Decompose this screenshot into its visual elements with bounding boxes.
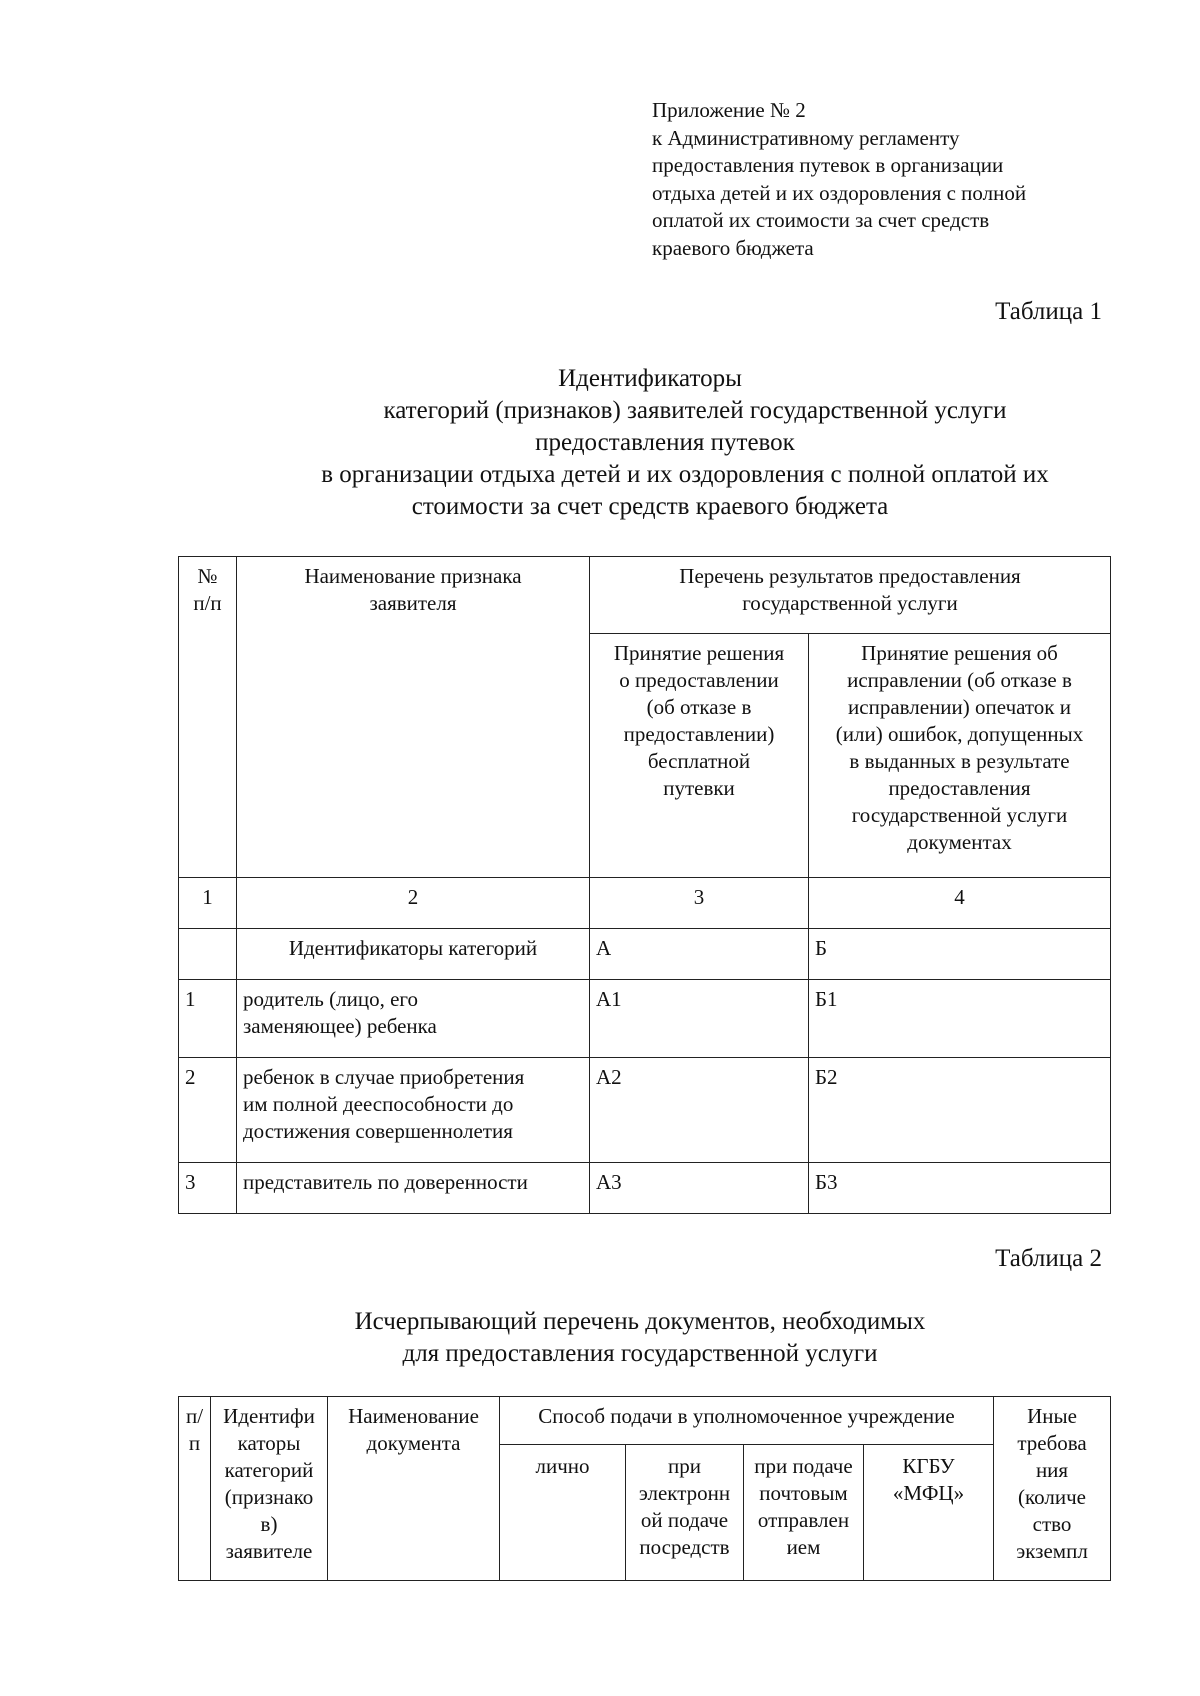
table1-column-number: 3 bbox=[590, 878, 809, 929]
table1-row-b: Б1 bbox=[809, 980, 1111, 1058]
table1-row-name: ребенок в случае приобретения им полной дееспособности до достижения совершеннолетия bbox=[237, 1058, 590, 1163]
appendix-line: к Административному регламенту bbox=[652, 125, 960, 150]
table1-cell-empty bbox=[179, 929, 237, 980]
table1-category-a: А bbox=[590, 929, 809, 980]
table2-title-line: Исчерпывающий перечень документов, необходимых bbox=[354, 1308, 926, 1335]
table1-label: Таблица 1 bbox=[995, 298, 1102, 325]
table1-row-a: А3 bbox=[590, 1163, 809, 1214]
table2-header-doc-name: Наименование документа bbox=[328, 1397, 500, 1581]
table1-category-b: Б bbox=[809, 929, 1111, 980]
table2-title bbox=[180, 1306, 1100, 1370]
table2-label: Таблица 2 bbox=[995, 1245, 1102, 1272]
table1-header-num: № п/п bbox=[179, 557, 237, 878]
table1 bbox=[178, 556, 1111, 1214]
table1-header-result-a: Принятие решения о предоставлении (об отказе в предоставлении) бесплатной путевки bbox=[590, 634, 809, 878]
appendix-header bbox=[652, 97, 1122, 262]
table1-row-b: Б3 bbox=[809, 1163, 1111, 1214]
table2 bbox=[178, 1396, 1111, 1581]
table1-header-result-b: Принятие решения об исправлении (об отказе в исправлении) опечаток и (или) ошибок, допущенных в выданных в результате предоставления государственной услуги документах bbox=[809, 634, 1111, 878]
table1-title-line: категорий (признаков) заявителей государственной услуги bbox=[383, 397, 1007, 424]
table1-row-b: Б2 bbox=[809, 1058, 1111, 1163]
table1-category-label: Идентификаторы категорий bbox=[237, 929, 590, 980]
table1-row-num: 3 bbox=[179, 1163, 237, 1214]
table2-title-line: для предоставления государственной услуги bbox=[402, 1340, 878, 1367]
table2-header-other: Иные требова ния (количе ство экземпл bbox=[994, 1397, 1111, 1581]
table1-title-line: в организации отдыха детей и их оздоровления с полной оплатой их bbox=[321, 461, 1049, 488]
appendix-line: предоставления путевок в организации bbox=[652, 153, 1004, 177]
table1-title-line: Идентификаторы bbox=[558, 365, 742, 392]
table1-title bbox=[180, 363, 1120, 523]
table1-column-number: 4 bbox=[809, 878, 1111, 929]
table1-row-num: 2 bbox=[179, 1058, 237, 1163]
table1-row-name: представитель по доверенности bbox=[237, 1163, 590, 1214]
table1-column-number: 2 bbox=[237, 878, 590, 929]
table1-column-number: 1 bbox=[179, 878, 237, 929]
table2-header-in-person: лично bbox=[500, 1445, 626, 1581]
appendix-line: краевого бюджета bbox=[652, 235, 814, 260]
table1-title-line: предоставления путевок bbox=[535, 429, 795, 456]
table2-header-postal: при подаче почтовым отправлен ием bbox=[744, 1445, 864, 1581]
table1-row-a: А2 bbox=[590, 1058, 809, 1163]
table-row bbox=[179, 1163, 1111, 1214]
table1-row-name: родитель (лицо, его заменяющее) ребенка bbox=[237, 980, 590, 1058]
table2-header-method: Способ подачи в уполномоченное учреждение bbox=[500, 1397, 994, 1445]
table1-row-a: А1 bbox=[590, 980, 809, 1058]
table1-row-num: 1 bbox=[179, 980, 237, 1058]
appendix-line: Приложение № 2 bbox=[652, 98, 806, 122]
table2-header-electronic: при электронн ой подаче посредств bbox=[626, 1445, 744, 1581]
table2-header-ident: Идентифи каторы категорий (признако в) заявителе bbox=[211, 1397, 328, 1581]
table1-header-results: Перечень результатов предоставления государственной услуги bbox=[590, 557, 1111, 634]
table2-header-mfc: КГБУ «МФЦ» bbox=[864, 1445, 994, 1581]
appendix-line: оплатой их стоимости за счет средств bbox=[652, 208, 990, 232]
table-row bbox=[179, 1058, 1111, 1163]
appendix-line: отдыха детей и их оздоровления с полной bbox=[652, 180, 1027, 205]
table1-header-name: Наименование признака заявителя bbox=[237, 557, 590, 878]
table-row bbox=[179, 980, 1111, 1058]
table2-header-num: п/ п bbox=[179, 1397, 211, 1581]
table1-title-line: стоимости за счет средств краевого бюджета bbox=[411, 493, 889, 520]
